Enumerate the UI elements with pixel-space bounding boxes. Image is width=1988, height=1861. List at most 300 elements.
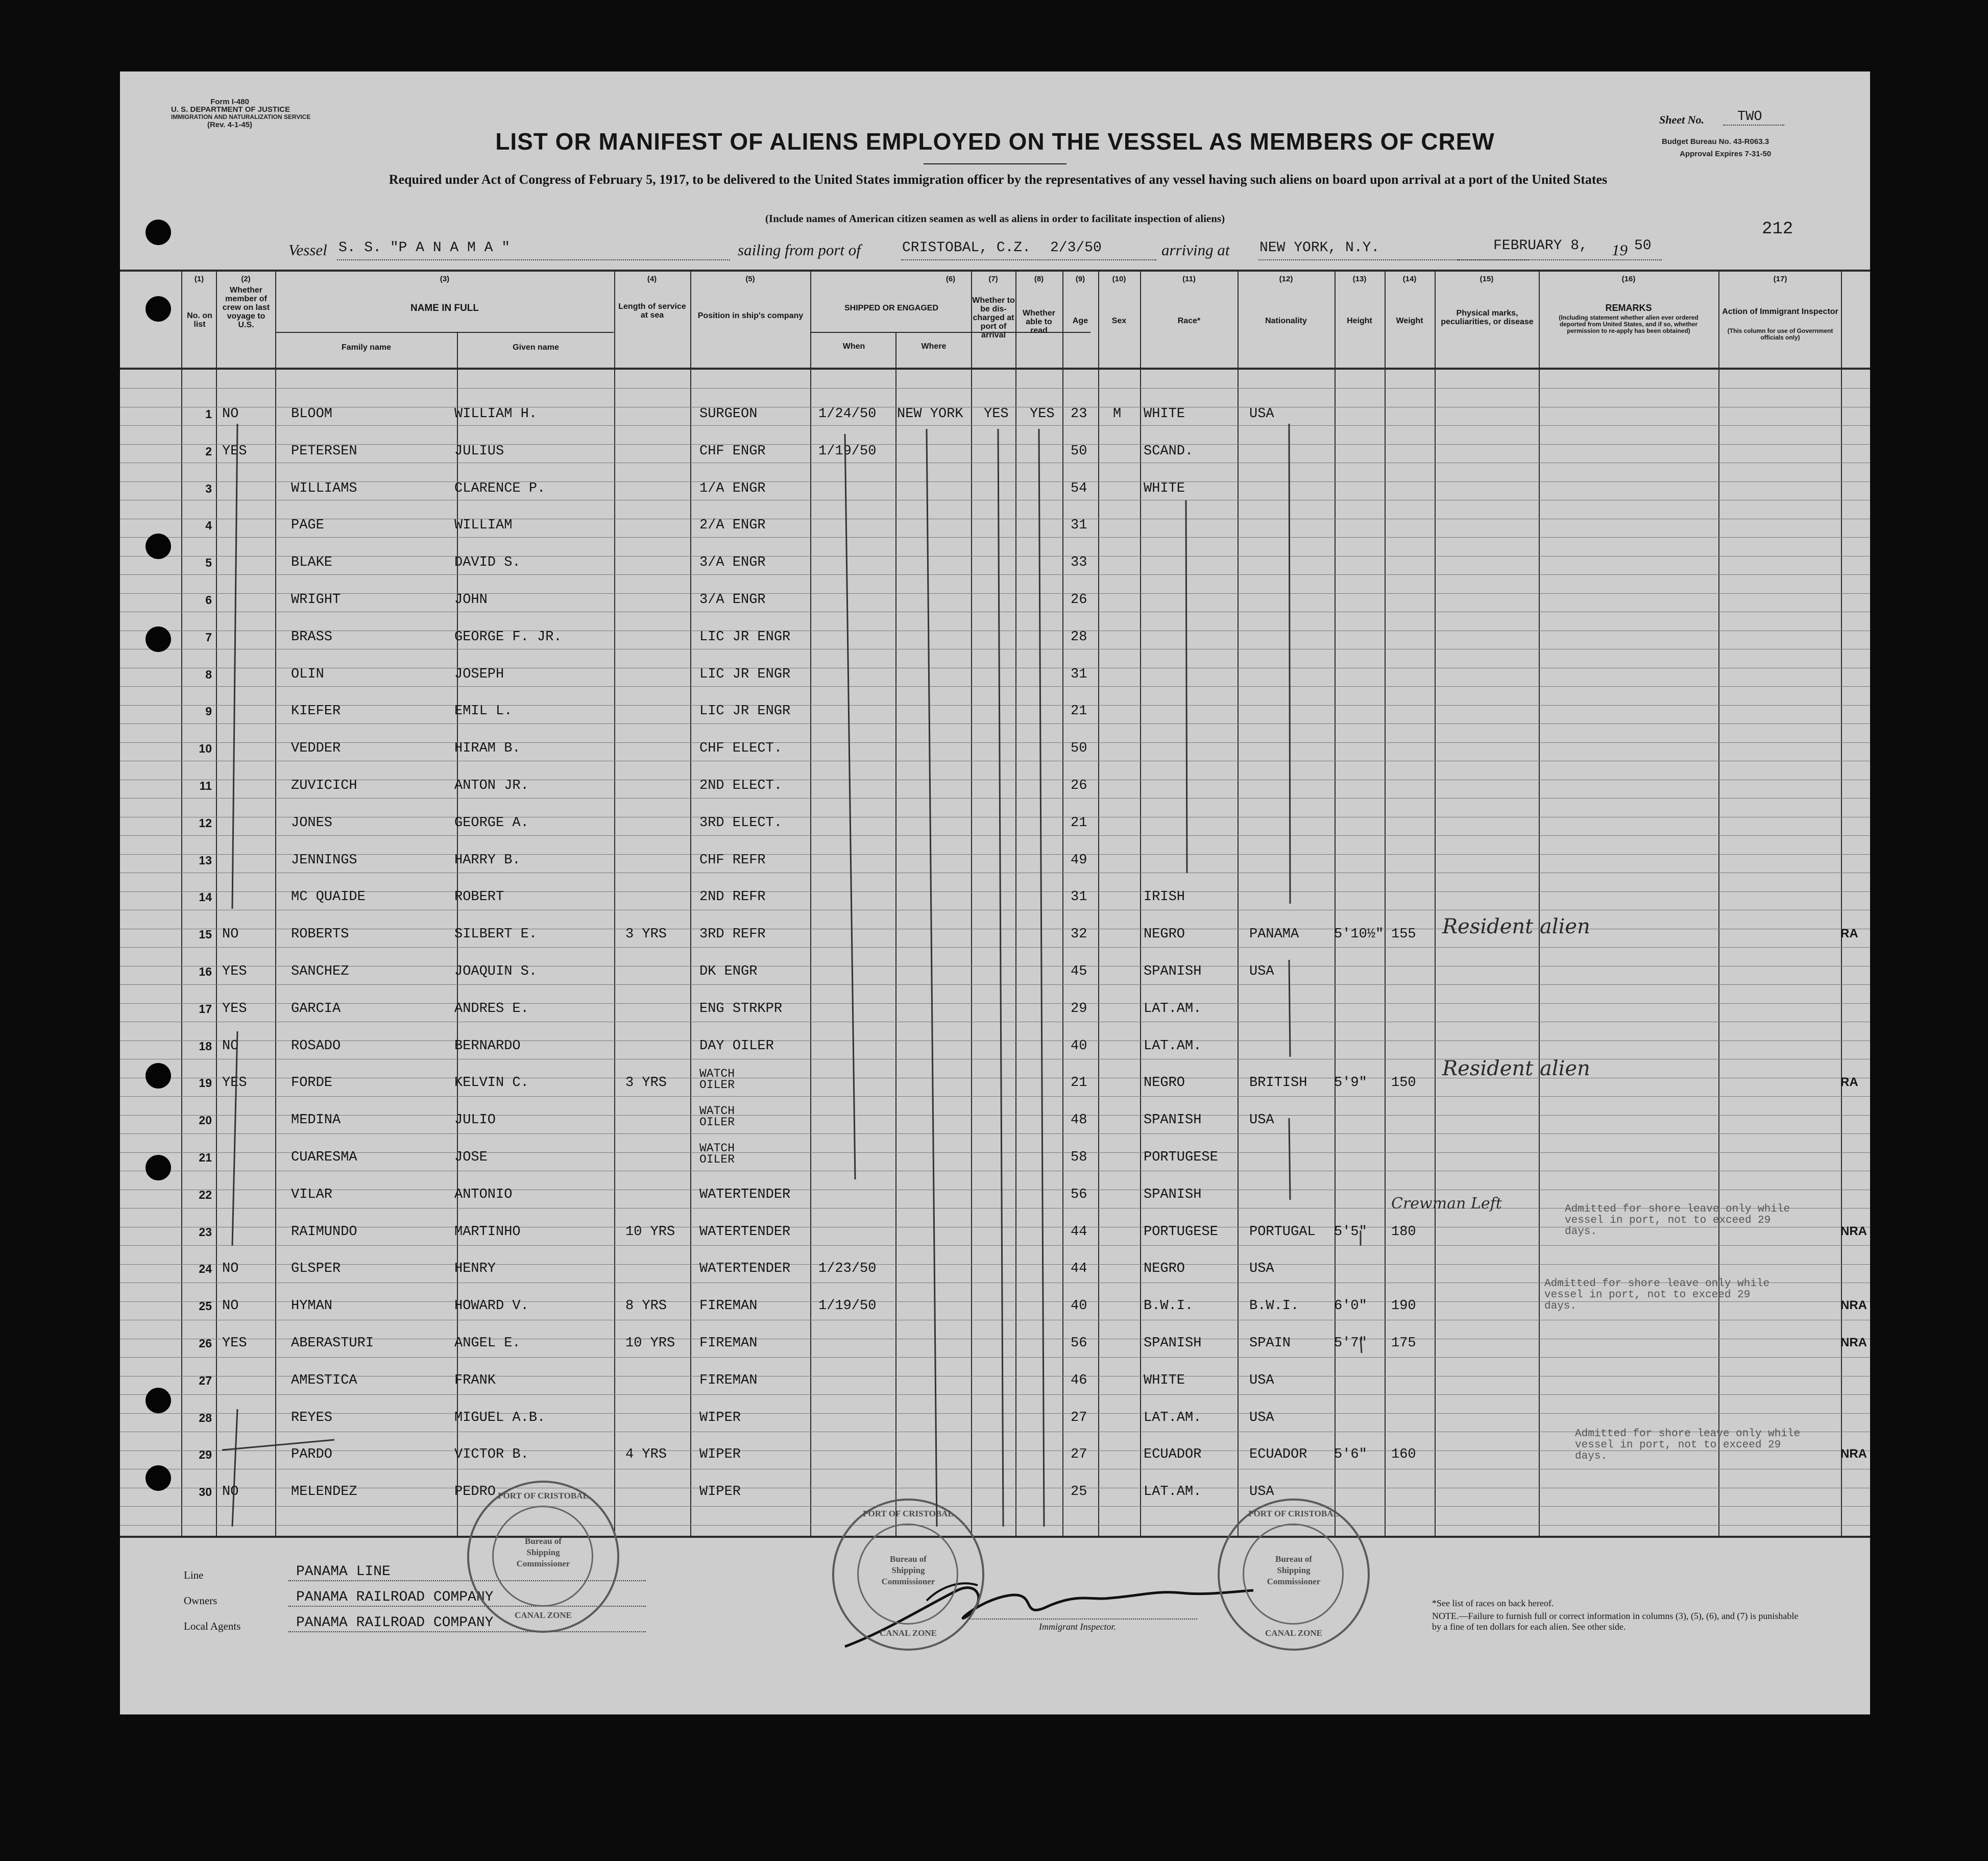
- col-age: Age: [1072, 317, 1088, 325]
- cell-weight: 190: [1391, 1298, 1416, 1314]
- budget-bureau: Budget Bureau No. 43-R063.3: [1662, 137, 1769, 146]
- cell-race: LAT.AM.: [1144, 1484, 1202, 1500]
- cell-given: MIGUEL A.B.: [454, 1410, 546, 1425]
- cell-given: ANTONIO: [454, 1187, 513, 1202]
- handwritten-crewman-note: Crewman Left: [1391, 1195, 1502, 1213]
- cell-family: BRASS: [291, 630, 333, 645]
- cell-position: WIPER: [699, 1447, 741, 1462]
- footer-owners-label: Owners: [184, 1594, 217, 1607]
- cell-family: AMESTICA: [291, 1373, 357, 1388]
- row-number: 10: [199, 742, 212, 755]
- cell-race: WHITE: [1144, 481, 1185, 496]
- cell-age: 56: [1071, 1336, 1087, 1351]
- row-number: 22: [199, 1188, 212, 1201]
- cell-nat: BRITISH: [1249, 1075, 1307, 1091]
- cell-weight: 160: [1391, 1447, 1416, 1462]
- row-number: 14: [199, 890, 212, 904]
- row-number: 20: [199, 1114, 212, 1127]
- col-physical-marks: Physical marks, peculiarities, or disease: [1441, 309, 1534, 326]
- cell-service: 8 YRS: [625, 1298, 667, 1314]
- col-position: Position in ship's company: [697, 311, 804, 320]
- cell-position: WATCH OILER: [699, 1142, 735, 1166]
- cell-age: 27: [1071, 1447, 1087, 1462]
- cell-age: 21: [1071, 704, 1087, 719]
- cell-crew: YES: [222, 1001, 247, 1017]
- cell-action: NRA: [1840, 1336, 1867, 1349]
- row-number: 5: [205, 556, 212, 569]
- arrival-port: NEW YORK, N.Y.: [1259, 240, 1380, 256]
- cell-action: NRA: [1840, 1447, 1867, 1461]
- cell-age: 23: [1071, 406, 1087, 422]
- cell-position: 2ND REFR: [699, 889, 766, 905]
- cell-position: 3RD ELECT.: [699, 815, 783, 831]
- cell-nat: USA: [1249, 1261, 1274, 1276]
- cell-position: WATCH OILER: [699, 1104, 735, 1129]
- cell-position: LIC JR ENGR: [699, 704, 791, 719]
- cell-position: FIREMAN: [699, 1373, 758, 1388]
- cell-race: WHITE: [1144, 406, 1185, 422]
- cell-position: LIC JR ENGR: [699, 630, 791, 645]
- cell-nat: USA: [1249, 1484, 1274, 1500]
- sheet-label: Sheet No.: [1659, 113, 1704, 126]
- cell-age: 58: [1071, 1150, 1087, 1165]
- cell-race: ECUADOR: [1144, 1447, 1202, 1462]
- cell-position: LIC JR ENGR: [699, 667, 791, 682]
- footer-line-label: Line: [184, 1569, 204, 1581]
- cell-family: HYMAN: [291, 1298, 333, 1314]
- cell-family: SANCHEZ: [291, 964, 349, 979]
- row-number: 16: [199, 965, 212, 978]
- col-nationality: Nationality: [1265, 317, 1307, 325]
- handwritten-resident-alien-15: Resident alien: [1442, 915, 1590, 938]
- cell-age: 54: [1071, 481, 1087, 496]
- cell-given: JULIO: [454, 1113, 496, 1128]
- cell-family: MELENDEZ: [291, 1484, 357, 1500]
- cell-family: KIEFER: [291, 704, 341, 719]
- cell-family: MC QUAIDE: [291, 889, 366, 905]
- colnum-13: (13): [1352, 275, 1367, 283]
- cell-given: VICTOR B.: [454, 1447, 529, 1462]
- cell-race: NEGRO: [1144, 1075, 1185, 1091]
- col-name-in-full: NAME IN FULL: [410, 303, 479, 313]
- cell-nat: USA: [1249, 406, 1274, 422]
- cell-crew: NO: [222, 1261, 239, 1276]
- cell-given: DAVID S.: [454, 555, 521, 570]
- vessel-name: S. S. "P A N A M A ": [338, 240, 511, 256]
- cell-age: 45: [1071, 964, 1087, 979]
- cell-position: 3/A ENGR: [699, 592, 766, 608]
- cell-given: FRANK: [454, 1373, 496, 1388]
- row-number: 23: [199, 1225, 212, 1239]
- col-discharged: Whether to be dis-charged at port of arrival: [972, 296, 1015, 340]
- cell-family: CUARESMA: [291, 1150, 357, 1165]
- row-number: 29: [199, 1448, 212, 1461]
- form-service: IMMIGRATION AND NATURALIZATION SERVICE: [171, 113, 311, 120]
- col-inspector-action: Action of Immigrant Inspector: [1722, 307, 1838, 316]
- form-revision: (Rev. 4-1-45): [207, 120, 253, 129]
- cell-position: DAY OILER: [699, 1038, 774, 1054]
- cell-age: 49: [1071, 853, 1087, 868]
- col-shipped-when: When: [842, 342, 865, 351]
- cell-action: NRA: [1840, 1224, 1867, 1238]
- cell-age: 26: [1071, 592, 1087, 608]
- cell-age: 40: [1071, 1298, 1087, 1314]
- cell-age: 21: [1071, 1075, 1087, 1091]
- cell-given: JOSEPH: [454, 667, 504, 682]
- cell-crew: NO: [222, 406, 239, 422]
- cell-age: 25: [1071, 1484, 1087, 1500]
- cell-given: PEDRO: [454, 1484, 496, 1500]
- cell-position: 3/A ENGR: [699, 555, 766, 570]
- cell-when: 1/24/50: [818, 406, 877, 422]
- cell-height: 6'0": [1334, 1298, 1367, 1314]
- cell-age: 44: [1071, 1224, 1087, 1240]
- cell-position: 1/A ENGR: [699, 481, 766, 496]
- cell-family: ZUVICICH: [291, 778, 357, 793]
- cell-given: EMIL L.: [454, 704, 513, 719]
- cell-family: ROSADO: [291, 1038, 341, 1054]
- row-number: 4: [205, 519, 212, 532]
- row-number: 15: [199, 928, 212, 941]
- cell-position: CHF ENGR: [699, 444, 766, 459]
- cell-family: OLIN: [291, 667, 324, 682]
- colnum-12: (12): [1279, 275, 1293, 283]
- row-number: 8: [205, 668, 212, 681]
- row-number: 11: [199, 779, 212, 792]
- colnum-7: (7): [988, 275, 998, 283]
- cell-family: BLAKE: [291, 555, 333, 570]
- col-family-name: Family name: [342, 343, 391, 352]
- cell-given: HIRAM B.: [454, 741, 521, 756]
- cell-race: PORTUGESE: [1144, 1150, 1218, 1165]
- cell-sex: M: [1113, 406, 1122, 422]
- row-number: 7: [205, 631, 212, 644]
- arriving-label: arriving at: [1161, 241, 1230, 259]
- cell-nat: SPAIN: [1249, 1336, 1291, 1351]
- cell-crew: NO: [222, 1298, 239, 1314]
- cell-race: NEGRO: [1144, 1261, 1185, 1276]
- cell-race: SCAND.: [1144, 444, 1194, 459]
- cell-age: 28: [1071, 630, 1087, 645]
- colnum-2: (2): [241, 275, 251, 283]
- cell-family: WRIGHT: [291, 592, 341, 608]
- cell-given: WILLIAM: [454, 518, 513, 533]
- cell-age: 48: [1071, 1113, 1087, 1128]
- cell-given: HENRY: [454, 1261, 496, 1276]
- cell-nat: PANAMA: [1249, 927, 1299, 942]
- form-department: U. S. DEPARTMENT OF JUSTICE: [171, 105, 290, 114]
- cell-given: JOAQUIN S.: [454, 964, 538, 979]
- sailing-label: sailing from port of: [738, 241, 861, 259]
- remark-row-25: Admitted for shore leave only while vessel in port, not to exceed 29 days.: [1544, 1278, 1770, 1312]
- arrival-date: FEBRUARY 8,: [1493, 238, 1588, 254]
- cell-given: CLARENCE P.: [454, 481, 546, 496]
- cell-given: SILBERT E.: [454, 927, 538, 942]
- cell-service: 4 YRS: [625, 1447, 667, 1462]
- cell-family: PAGE: [291, 518, 324, 533]
- cell-position: 2/A ENGR: [699, 518, 766, 533]
- cell-age: 26: [1071, 778, 1087, 793]
- cell-race: SPANISH: [1144, 1187, 1202, 1202]
- col-sex: Sex: [1111, 317, 1127, 325]
- cell-read: YES: [1030, 406, 1055, 422]
- cell-age: 27: [1071, 1410, 1087, 1425]
- manifest-subnote: (Include names of American citizen seamen as well as aliens in order to facilitate inspection of aliens): [765, 212, 1225, 225]
- cell-race: LAT.AM.: [1144, 1001, 1202, 1017]
- cell-family: GLSPER: [291, 1261, 341, 1276]
- port-stamp-1: PORT OF CRISTOBAL Bureau of Shipping Commissioner CANAL ZONE: [467, 1481, 619, 1633]
- vessel-label: Vessel: [288, 241, 327, 259]
- form-number: Form I-480: [210, 98, 249, 106]
- cell-position: WATCH OILER: [699, 1067, 735, 1092]
- cell-nat: B.W.I.: [1249, 1298, 1299, 1314]
- manifest-sheet: [120, 71, 1870, 1714]
- footer-owners-value: PANAMA RAILROAD COMPANY: [296, 1589, 494, 1605]
- row-number: 30: [199, 1485, 212, 1499]
- cell-given: ANTON JR.: [454, 778, 529, 793]
- remark-row-23: Admitted for shore leave only while vessel in port, not to exceed 29 days.: [1565, 1203, 1790, 1238]
- cell-given: KELVIN C.: [454, 1075, 529, 1091]
- cell-age: 40: [1071, 1038, 1087, 1054]
- cell-family: MEDINA: [291, 1113, 341, 1128]
- port-stamp-3: PORT OF CRISTOBAL Bureau of Shipping Commissioner CANAL ZONE: [1218, 1499, 1370, 1651]
- row-number: 9: [205, 705, 212, 718]
- cell-age: 21: [1071, 815, 1087, 831]
- departure-date: 2/3/50: [1050, 240, 1102, 256]
- year-prefix: 19: [1612, 241, 1628, 259]
- col-weight: Weight: [1396, 317, 1423, 325]
- cell-given: HARRY B.: [454, 853, 521, 868]
- cell-position: ENG STRKPR: [699, 1001, 783, 1017]
- cell-race: IRISH: [1144, 889, 1185, 905]
- cell-nat: PORTUGAL: [1249, 1224, 1316, 1240]
- cell-given: JOSE: [454, 1150, 488, 1165]
- footer-agents-value: PANAMA RAILROAD COMPANY: [296, 1615, 494, 1631]
- row-number: 21: [199, 1151, 212, 1164]
- cell-race: PORTUGESE: [1144, 1224, 1218, 1240]
- row-number: 19: [199, 1076, 212, 1090]
- col-no-on-list: No. on list: [187, 311, 212, 329]
- colnum-15: (15): [1480, 275, 1494, 283]
- cell-race: B.W.I.: [1144, 1298, 1194, 1314]
- row-number: 25: [199, 1299, 212, 1313]
- cell-given: ANGEL E.: [454, 1336, 521, 1351]
- cell-age: 32: [1071, 927, 1087, 942]
- cell-race: SPANISH: [1144, 964, 1202, 979]
- cell-crew: YES: [222, 1336, 247, 1351]
- colnum-10: (10): [1112, 275, 1126, 283]
- inspector-label: Immigrant Inspector.: [1039, 1622, 1116, 1632]
- cell-given: MARTINHO: [454, 1224, 521, 1240]
- col-remarks-note: (Including statement whether alien ever ordered deported from United States, and if so, whether permission to re-apply has been obtained): [1559, 314, 1699, 334]
- cell-family: JONES: [291, 815, 333, 831]
- cell-position: 3RD REFR: [699, 927, 766, 942]
- colnum-11: (11): [1182, 275, 1196, 283]
- row-number: 26: [199, 1337, 212, 1350]
- cell-position: DK ENGR: [699, 964, 758, 979]
- row-number: 12: [199, 816, 212, 830]
- cell-crew: NO: [222, 927, 239, 942]
- col-race: Race*: [1177, 317, 1201, 325]
- col-able-to-read: Whether able to read: [1023, 309, 1055, 335]
- cell-family: VILAR: [291, 1187, 333, 1202]
- cell-when: 1/19/50: [818, 1298, 877, 1314]
- departure-port: CRISTOBAL, C.Z.: [902, 240, 1031, 256]
- cell-given: BERNARDO: [454, 1038, 521, 1054]
- cell-family: ROBERTS: [291, 927, 349, 942]
- colnum-9: (9): [1075, 275, 1085, 283]
- cell-crew: YES: [222, 964, 247, 979]
- cell-family: REYES: [291, 1410, 333, 1425]
- cell-crew: YES: [222, 1075, 247, 1091]
- col-length-of-service: Length of service at sea: [618, 302, 686, 320]
- cell-age: 56: [1071, 1187, 1087, 1202]
- cell-nat: USA: [1249, 964, 1274, 979]
- cell-family: PETERSEN: [291, 444, 357, 459]
- row-number: 28: [199, 1411, 212, 1424]
- cell-age: 31: [1071, 667, 1087, 682]
- cell-race: NEGRO: [1144, 927, 1185, 942]
- row-number: 2: [205, 445, 212, 458]
- cell-age: 44: [1071, 1261, 1087, 1276]
- cell-position: WATERTENDER: [699, 1261, 791, 1276]
- cell-position: 2ND ELECT.: [699, 778, 783, 793]
- cell-position: WIPER: [699, 1410, 741, 1425]
- cell-given: GEORGE A.: [454, 815, 529, 831]
- cell-position: CHF REFR: [699, 853, 766, 868]
- colnum-5: (5): [745, 275, 755, 283]
- cell-family: WILLIAMS: [291, 481, 357, 496]
- cell-nat: USA: [1249, 1410, 1274, 1425]
- cell-age: 29: [1071, 1001, 1087, 1017]
- cell-given: ANDRES E.: [454, 1001, 529, 1017]
- cell-weight: 155: [1391, 927, 1416, 942]
- cell-age: 50: [1071, 741, 1087, 756]
- cell-weight: 175: [1391, 1336, 1416, 1351]
- cell-given: WILLIAM H.: [454, 406, 538, 422]
- cell-age: 31: [1071, 518, 1087, 533]
- cell-action: RA: [1840, 1075, 1858, 1089]
- cell-service: 3 YRS: [625, 927, 667, 942]
- footer-line-value: PANAMA LINE: [296, 1564, 391, 1580]
- cell-race: LAT.AM.: [1144, 1410, 1202, 1425]
- cell-height: 5'9": [1334, 1075, 1367, 1091]
- cell-nat: USA: [1249, 1113, 1274, 1128]
- cell-service: 10 YRS: [625, 1224, 675, 1240]
- col-remarks: REMARKS: [1605, 303, 1652, 313]
- row-number: 27: [199, 1374, 212, 1387]
- row-number: 13: [199, 854, 212, 867]
- row-number: 24: [199, 1262, 212, 1275]
- colnum-1: (1): [194, 275, 204, 283]
- cell-family: RAIMUNDO: [291, 1224, 357, 1240]
- cell-when: 1/19/50: [818, 444, 877, 459]
- colnum-3: (3): [440, 275, 450, 283]
- cell-race: LAT.AM.: [1144, 1038, 1202, 1054]
- row-number: 1: [205, 407, 212, 421]
- cell-given: GEORGE F. JR.: [454, 630, 562, 645]
- cell-action: RA: [1840, 927, 1858, 940]
- colnum-17: (17): [1773, 275, 1787, 283]
- cell-position: FIREMAN: [699, 1336, 758, 1351]
- colnum-16: (16): [1621, 275, 1636, 283]
- colnum-6: (6): [945, 275, 956, 283]
- cell-position: WATERTENDER: [699, 1224, 791, 1240]
- col-shipped-where: Where: [921, 342, 947, 351]
- cell-position: FIREMAN: [699, 1298, 758, 1314]
- cell-given: JOHN: [454, 592, 488, 608]
- row-number: 18: [199, 1040, 212, 1053]
- cell-race: SPANISH: [1144, 1113, 1202, 1128]
- remark-row-29: Admitted for shore leave only while vessel in port, not to exceed 29 days.: [1575, 1428, 1801, 1462]
- cell-age: 46: [1071, 1373, 1087, 1388]
- races-note: *See list of races on back hereof.: [1432, 1598, 1554, 1608]
- cell-family: FORDE: [291, 1075, 333, 1091]
- year-suffix: 50: [1634, 238, 1652, 254]
- cell-age: 33: [1071, 555, 1087, 570]
- handwritten-resident-alien-19: Resident alien: [1442, 1057, 1590, 1080]
- colnum-4: (4): [647, 275, 657, 283]
- manifest-title: LIST OR MANIFEST OF ALIENS EMPLOYED ON THE VESSEL AS MEMBERS OF CREW: [495, 128, 1495, 155]
- col-inspector-note: (This column for use of Government officials only): [1727, 327, 1833, 341]
- cell-family: ABERASTURI: [291, 1336, 374, 1351]
- cell-service: 3 YRS: [625, 1075, 667, 1091]
- cell-family: BLOOM: [291, 406, 333, 422]
- cell-family: JENNINGS: [291, 853, 357, 868]
- sheet-number: TWO: [1737, 109, 1762, 125]
- cell-crew: NO: [222, 1484, 239, 1500]
- port-stamp-2: PORT OF CRISTOBAL Bureau of Shipping Commissioner CANAL ZONE: [832, 1499, 984, 1651]
- approval-expiry: Approval Expires 7-31-50: [1680, 150, 1772, 158]
- cell-height: 5'7": [1334, 1336, 1367, 1351]
- row-number: 3: [205, 482, 212, 495]
- cell-height: 5'6": [1334, 1447, 1367, 1462]
- cell-height: 5'10½": [1334, 927, 1384, 942]
- cell-given: HOWARD V.: [454, 1298, 529, 1314]
- col-height: Height: [1347, 317, 1372, 325]
- cell-weight: 180: [1391, 1224, 1416, 1240]
- cell-given: JULIUS: [454, 444, 504, 459]
- cell-age: 50: [1071, 444, 1087, 459]
- cell-position: WIPER: [699, 1484, 741, 1500]
- cell-where: NEW YORK: [897, 406, 963, 422]
- footer-agents-label: Local Agents: [184, 1620, 241, 1632]
- cell-position: SURGEON: [699, 406, 758, 422]
- cell-race: SPANISH: [1144, 1336, 1202, 1351]
- cell-disch: YES: [984, 406, 1009, 422]
- ditto-marks: [120, 71, 1870, 1714]
- cell-family: VEDDER: [291, 741, 341, 756]
- cell-position: CHF ELECT.: [699, 741, 783, 756]
- row-number: 6: [205, 593, 212, 607]
- cell-weight: 150: [1391, 1075, 1416, 1091]
- cell-crew: YES: [222, 444, 247, 459]
- col-crew-last-voyage: Whether member of crew on last voyage to U.S.: [222, 286, 270, 329]
- cell-position: WATERTENDER: [699, 1187, 791, 1202]
- row-number: 17: [199, 1002, 212, 1016]
- cell-when: 1/23/50: [818, 1261, 877, 1276]
- col-given-name: Given name: [513, 343, 559, 352]
- cell-age: 31: [1071, 889, 1087, 905]
- cell-nat: ECUADOR: [1249, 1447, 1307, 1462]
- cell-height: 5'5": [1334, 1224, 1367, 1240]
- colnum-8: (8): [1034, 275, 1044, 283]
- manifest-subtitle: Required under Act of Congress of February 5, 1917, to be delivered to the United States immigration officer by the representatives of any vessel having such aliens on board upon arrival at a port of the United States: [389, 172, 1608, 187]
- colnum-14: (14): [1402, 275, 1417, 283]
- cell-family: PARDO: [291, 1447, 333, 1462]
- cell-nat: USA: [1249, 1373, 1274, 1388]
- penalty-note: NOTE.—Failure to furnish full or correct information in columns (3), (5), (6), and (7) is punishable by a fine of ten dollars for each alien. See other side.: [1432, 1611, 1799, 1632]
